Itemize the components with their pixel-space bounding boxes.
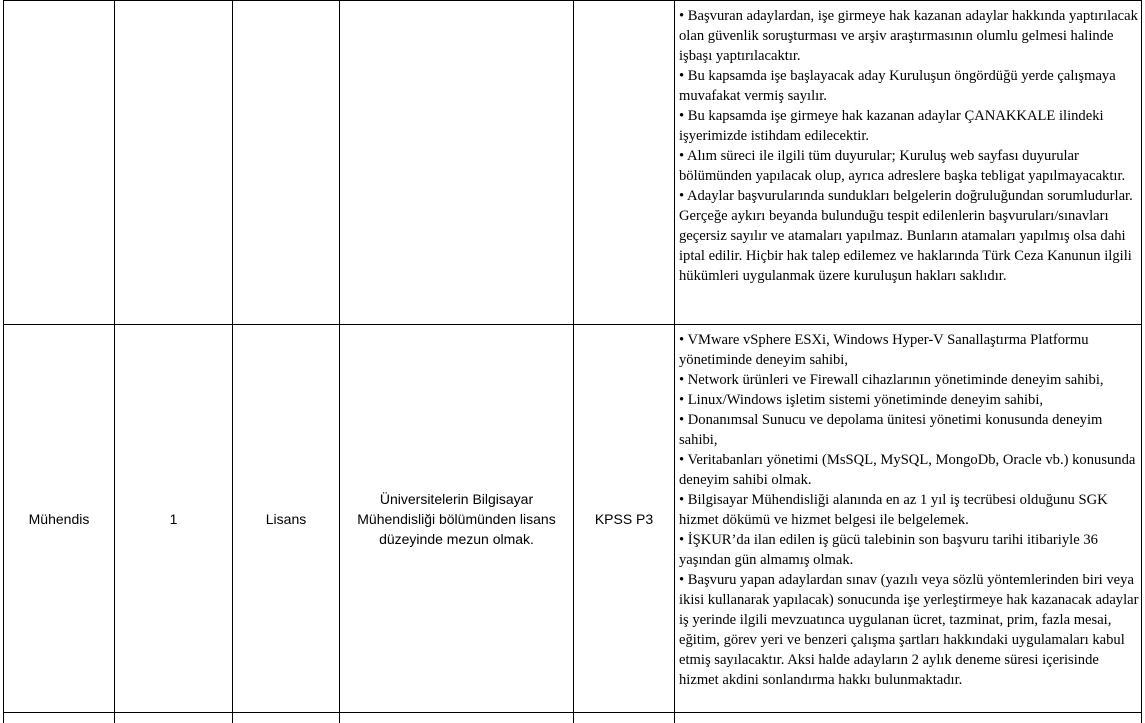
exam-cell-empty bbox=[574, 1, 675, 325]
tail-cell bbox=[233, 713, 340, 723]
requirements-cell bbox=[675, 1, 1142, 325]
table-row-engineer bbox=[4, 325, 1142, 713]
exam-cell: KPSS P3 bbox=[574, 325, 675, 713]
requirement-item: • Bilgisayar Mühendisliği alanında en az 1 yıl iş tecrübesi olduğunu SGK hizmet dökümü ve hizmet belgesi ile belgelemek. bbox=[679, 490, 1139, 530]
requirement-item: • İŞKUR’da ilan edilen iş gücü talebinin son başvuru tarihi itibariyle 36 yaşından gün almamış olmak. bbox=[679, 530, 1139, 570]
tail-cell bbox=[574, 713, 675, 723]
job-table-page bbox=[3, 0, 1141, 720]
requirement-item: • Başvuru yapan adaylardan sınav (yazılı veya sözlü yöntemlerinden biri veya ikisi kullanarak yapılacak) sonucunda işe yerleştirmeye hak kazanacak adaylar iş yerinde ilgili mevzuatınca uygulanan ücret, tazminat, prim, fazla mesai, eğitim, görev yeri ve benzeri çalışma şartları hakkındaki uygulamaları kabul etmiş sayılacaktır. Aksi halde adayların 2 aylık deneme süresi içerisinde hizmet akdini sonlandırma hakkı bulunmaktadır. bbox=[679, 570, 1139, 690]
requirement-item: • Başvuran adaylardan, işe girmeye hak kazanan adaylar hakkında yaptırılacak olan güvenlik soruşturması ve arşiv araştırmasının olumlu gelmesi halinde işbaşı yaptırılacaktır. bbox=[679, 6, 1139, 66]
requirement-item: • Linux/Windows işletim sistemi yönetiminde deneyim sahibi, bbox=[679, 390, 1139, 410]
tail-cell bbox=[340, 713, 574, 723]
education-cell-empty bbox=[233, 1, 340, 325]
requirements-cell bbox=[675, 325, 1142, 713]
requirement-item: • VMware vSphere ESXi, Windows Hyper-V Sanallaştırma Platformu yönetiminde deneyim sahibi, bbox=[679, 330, 1139, 370]
requirement-item: • Network ürünleri ve Firewall cihazlarının yönetiminde deneyim sahibi, bbox=[679, 370, 1139, 390]
tail-cell bbox=[4, 713, 115, 723]
requirement-item: • Bu kapsamda işe girmeye hak kazanan adaylar ÇANAKKALE ilindeki işyerimizde istihdam edilecektir. bbox=[679, 106, 1139, 146]
requirement-item: • Bu kapsamda işe başlayacak aday Kuruluşun öngördüğü yerde çalışmaya muvafakat vermiş sayılır. bbox=[679, 66, 1139, 106]
requirement-item: • Alım süreci ile ilgili tüm duyurular; Kuruluş web sayfası duyurular bölümünden yapılacak olup, ayrıca adreslere başka tebligat yapılmayacaktır. bbox=[679, 146, 1139, 186]
requirement-item: • Veritabanları yönetimi (MsSQL, MySQL, MongoDb, Oracle vb.) konusunda deneyim sahibi olmak. bbox=[679, 450, 1139, 490]
tail-cell bbox=[115, 713, 233, 723]
education-cell: Lisans bbox=[233, 325, 340, 713]
table-row-next bbox=[4, 713, 1142, 723]
tail-cell bbox=[675, 713, 1142, 723]
requirement-item: • Donanımsal Sunucu ve depolama ünitesi yönetimi konusunda deneyim sahibi, bbox=[679, 410, 1139, 450]
qualification-cell-empty bbox=[340, 1, 574, 325]
position-cell: Mühendis bbox=[4, 325, 115, 713]
count-cell-empty bbox=[115, 1, 233, 325]
requirement-item: • Adaylar başvurularında sundukları belgelerin doğruluğundan sorumludurlar. Gerçeğe aykırı beyanda bulunduğu tespit edilenlerin başvuruları/sınavları geçersiz sayılır ve atamaları yapılmaz. Bunların atamaları yapılmış olsa dahi iptal edilir. Hiçbir hak talep edilemez ve haklarında Türk Ceza Kanunun ilgili hükümleri uygulanmak üzere kuruluşun hakları saklıdır. bbox=[679, 186, 1139, 286]
table-row-previous bbox=[4, 1, 1142, 325]
position-cell-empty bbox=[4, 1, 115, 325]
job-requirements-table bbox=[3, 0, 1142, 723]
count-cell: 1 bbox=[115, 325, 233, 713]
qualification-cell: Üniversitelerin Bilgisayar Mühendisliği bölümünden lisans düzeyinde mezun olmak. bbox=[340, 325, 574, 713]
